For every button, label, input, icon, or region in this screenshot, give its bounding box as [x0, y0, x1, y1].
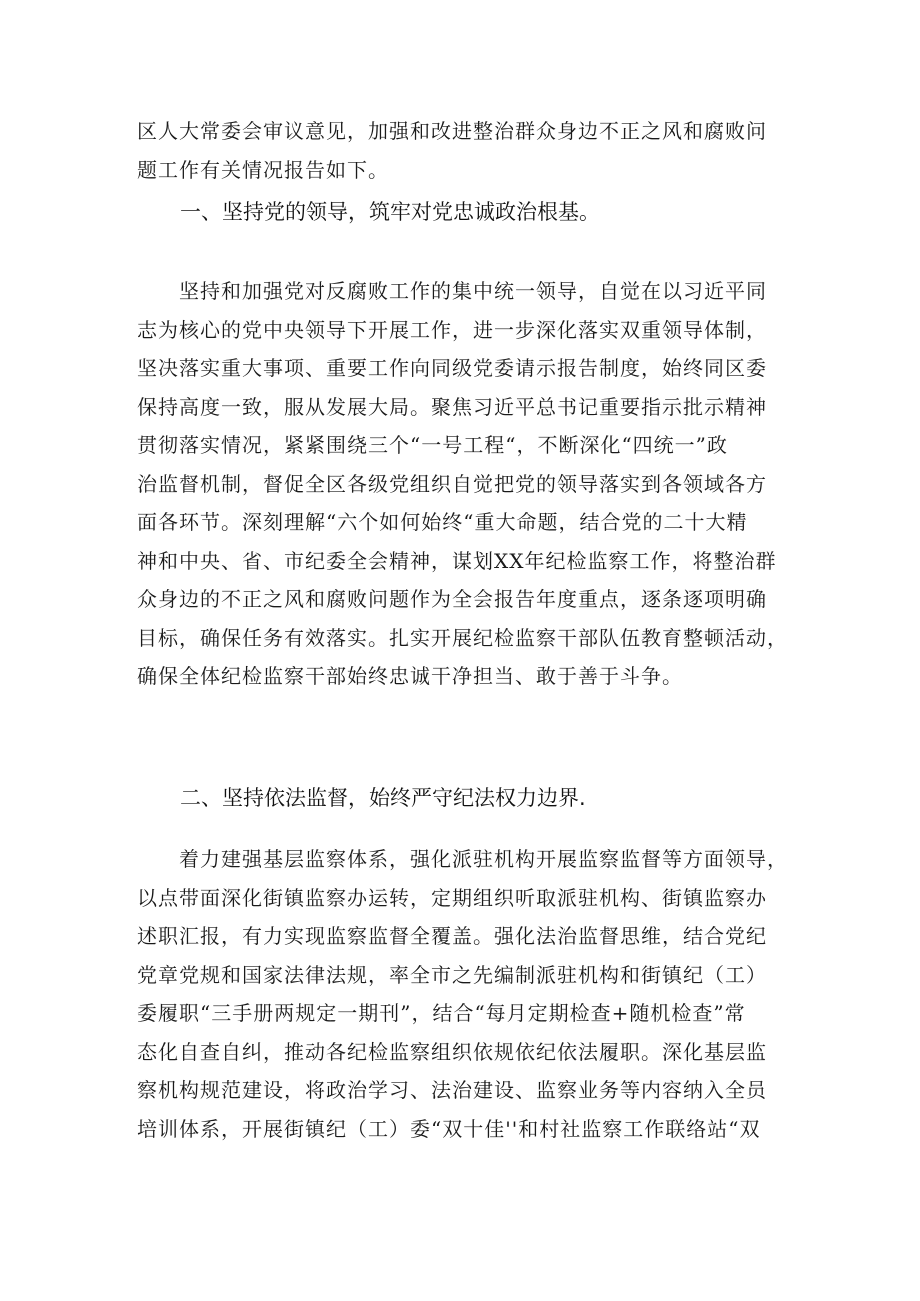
section1-paragraph [137, 272, 797, 696]
text-line: 治监督机制，督促全区各级党组织自觉把党的领导落实到各领域各方 [137, 471, 767, 496]
section-heading-2: 二、坚持依法监督，始终严守纪法权力边界. [180, 786, 586, 810]
intro-paragraph [137, 112, 797, 189]
text-line: 以点带面深化街镇监察办运转，定期组织听取派驻机构、街镇监察办 [137, 885, 767, 910]
text-line: 察机构规范建设，将政治学习、法治建设、监察业务等内容纳入全员 [137, 1078, 767, 1102]
text-line: 确保全体纪检监察干部始终忠诚干净担当、敢于善于斗争。 [137, 664, 683, 688]
text-line: 保持高度一致，服从发展大局。聚焦习近平总书记重要指示批示精神 [137, 394, 767, 419]
text-line: 委履职“三手册两规定一期刊”，结合“每月定期检查+随机检查”常 [137, 1001, 746, 1025]
text-line: 神和中央、省、市纪委全会精神，谋划XX年纪检监察工作，将整治群 [137, 548, 777, 573]
text-line: 贯彻落实情况，紧紧围绕三个“一号工程“，不断深化“四统一”政 [137, 433, 728, 457]
text-line: 题工作有关情况报告如下。 [137, 157, 389, 182]
text-line: 态化自查自纠，推动各纪检监察组织依规依纪依法履职。深化基层监 [137, 1039, 767, 1064]
text-line: 众身边的不正之风和腐败问题作为全会报告年度重点，逐条逐项明确 [137, 587, 767, 611]
text-line: 面各环节。深刻理解“六个如何始终“重大命题，结合党的二十大精 [137, 510, 748, 534]
text-line: 培训体系，开展街镇纪（工）委“双十佳''和村社监察工作联络站“双 [137, 1116, 761, 1141]
text-line: 坚持和加强党对反腐败工作的集中统一领导，自觉在以习近平同 [137, 279, 767, 303]
text-line: 述职汇报，有力实现监察监督全覆盖。强化法治监督思维，结合党纪 [137, 924, 767, 948]
section-heading-1: 一、坚持党的领导，筑牢对党忠诚政治根基。 [180, 200, 600, 224]
text-line: 志为核心的党中央领导下开展工作，进一步深化落实双重领导体制， [137, 317, 767, 342]
section2-paragraph [137, 840, 797, 1148]
text-line: 目标，确保任务有效落实。扎实开展纪检监察干部队伍教育整顿活动， [137, 625, 788, 650]
text-line: 着力建强基层监察体系，强化派驻机构开展监察监督等方面领导， [137, 847, 788, 871]
text-line: 坚决落实重大事项、重要工作向同级党委请示报告制度，始终同区委 [137, 356, 767, 380]
text-line: 党章党规和国家法律法规，率全市之先编制派驻机构和街镇纪（工） [137, 962, 767, 987]
text-line: 区人大常委会审议意见，加强和改进整治群众身边不正之风和腐败问 [137, 119, 767, 143]
